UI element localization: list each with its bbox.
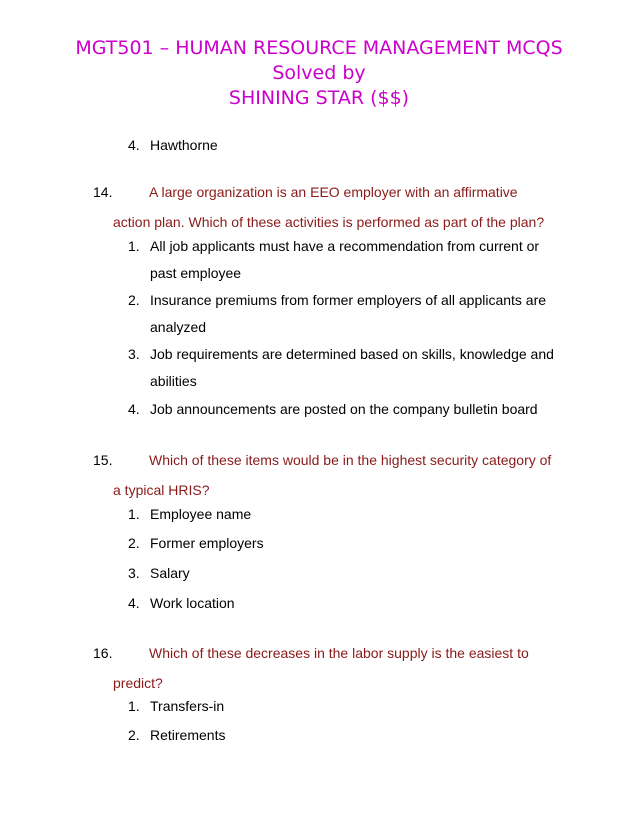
option-number: 4. (128, 401, 140, 417)
header-author: SHINING STAR ($$) (228, 87, 410, 109)
option-text: Retirements (150, 727, 226, 743)
question-text-line1: A large organization is an EEO employer with an affirmative (149, 184, 518, 200)
option-item (128, 136, 218, 154)
option-text-line1: Job announcements are posted on the company bulletin board (150, 401, 538, 417)
option-text-line1: Insurance premiums from former employers of all applicants are (150, 292, 547, 308)
option-text-line1: Job requirements are determined based on skills, knowledge and (150, 346, 554, 362)
header-title: MGT501 – HUMAN RESOURCE MANAGEMENT MCQS (75, 37, 563, 59)
question-text-line1: Which of these decreases in the labor supply is the easiest to (149, 645, 529, 661)
option-item (128, 345, 554, 389)
option-text: Transfers-in (150, 698, 225, 714)
option-number: 1. (128, 698, 140, 714)
question-number: 16. (93, 645, 113, 661)
option-number: 4. (128, 137, 140, 153)
question-number: 14. (93, 184, 113, 200)
header-subtitle: Solved by (272, 62, 366, 84)
option-item (128, 291, 547, 335)
option-number: 2. (128, 727, 140, 743)
question-14 (93, 183, 545, 230)
option-text: Salary (150, 565, 190, 581)
option-text-line2: abilities (150, 373, 197, 389)
option-text: Work location (150, 595, 235, 611)
option-text: Former employers (150, 535, 264, 551)
question-number: 15. (93, 452, 113, 468)
option-text-line1: All job applicants must have a recommendation from current or (150, 238, 540, 254)
question-text-line2: action plan. Which of these activities is performed as part of the plan? (113, 214, 545, 230)
option-number: 3. (128, 565, 140, 581)
option-item (128, 594, 235, 612)
option-item (128, 534, 264, 552)
option-item (128, 564, 190, 582)
option-number: 1. (128, 506, 140, 522)
option-item (128, 697, 224, 715)
option-number: 2. (128, 535, 140, 551)
question-text-line2: predict? (113, 675, 163, 691)
question-16 (93, 644, 529, 691)
option-item (128, 400, 538, 418)
option-number: 3. (128, 346, 140, 362)
option-text: Hawthorne (150, 137, 218, 153)
option-text: Employee name (150, 506, 252, 522)
question-text-line1: Which of these items would be in the highest security category of (149, 452, 552, 468)
option-number: 2. (128, 292, 140, 308)
question-15 (93, 451, 552, 498)
option-item (128, 237, 540, 281)
option-item (128, 505, 251, 523)
document-header (0, 36, 638, 111)
question-text-line2: a typical HRIS? (113, 482, 210, 498)
option-number: 4. (128, 595, 140, 611)
option-text-line2: past employee (150, 265, 242, 281)
option-number: 1. (128, 238, 140, 254)
option-text-line2: analyzed (150, 319, 207, 335)
option-item (128, 726, 225, 744)
